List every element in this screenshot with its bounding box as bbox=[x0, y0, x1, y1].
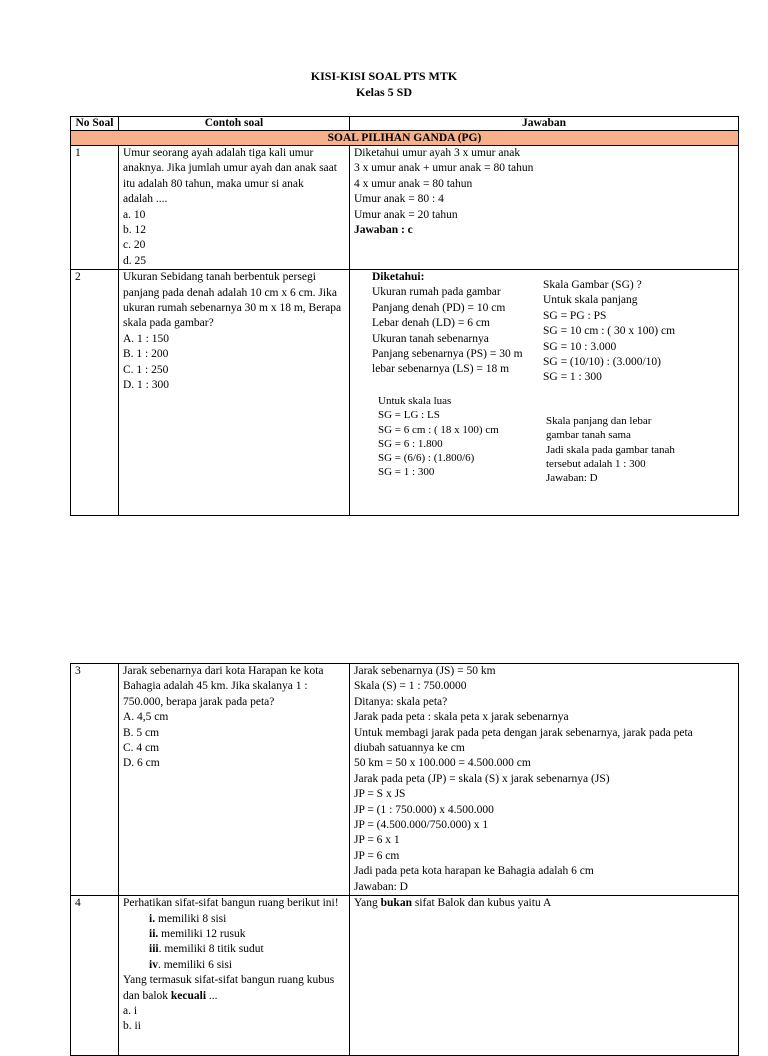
scale-line: Skala Gambar (SG) ? bbox=[543, 279, 642, 291]
section-title: SOAL PILIHAN GANDA (PG) bbox=[71, 131, 739, 146]
known-line: Lebar denah (LD) = 6 cm bbox=[372, 317, 490, 330]
area-scale-box bbox=[378, 394, 499, 480]
answer-emphasis: bukan bbox=[380, 897, 412, 910]
question-text bbox=[119, 664, 350, 896]
question-line: Umur seorang ayah adalah tiga kali umur bbox=[123, 147, 314, 159]
known-line: Ukuran tanah sebenarnya bbox=[372, 332, 489, 345]
header-jawaban: Jawaban bbox=[350, 117, 739, 131]
answer-line: 3 x umur anak + umur anak = 80 tahun bbox=[354, 162, 534, 175]
option-line: B. 5 cm bbox=[123, 726, 160, 739]
table-row-q4 bbox=[71, 896, 739, 1056]
option-line: c. 20 bbox=[123, 239, 146, 252]
scale-line: SG = 10 cm : ( 30 x 100) cm bbox=[543, 325, 676, 338]
document-title: KISI-KISI SOAL PTS MTK bbox=[310, 69, 458, 83]
option-line: B. 1 : 200 bbox=[123, 348, 169, 361]
answer-line: 4 x umur anak = 80 tahun bbox=[354, 177, 473, 190]
item-number: iii bbox=[149, 943, 159, 956]
question-line: Perhatikan sifat-sifat bangun ruang berikut ini! bbox=[123, 897, 339, 910]
option-line: C. 1 : 250 bbox=[123, 363, 169, 376]
document-subtitle: Kelas 5 SD bbox=[355, 85, 412, 99]
question-line: Bahagia adalah 45 km. Jika skalanya 1 : bbox=[123, 680, 308, 693]
scale-line: Untuk skala panjang bbox=[543, 294, 638, 307]
known-line: Panjang sebenarnya (PS) = 30 m bbox=[372, 348, 523, 361]
option-line: b. 12 bbox=[123, 224, 146, 237]
question-fragment: ... bbox=[206, 989, 218, 1002]
item-text: memiliki 12 rusuk bbox=[158, 927, 246, 940]
answer-line: Jadi pada peta kota harapan ke Bahagia adalah 6 cm bbox=[354, 865, 594, 878]
option-line: a. i bbox=[123, 1004, 138, 1017]
question-text bbox=[119, 270, 350, 516]
question-line: itu adalah 80 tahun, maka umur si anak bbox=[123, 177, 304, 190]
answer-line bbox=[354, 896, 734, 911]
scale-line: SG = 10 : 3.000 bbox=[543, 340, 617, 353]
answer-line: JP = 6 x 1 bbox=[354, 834, 400, 847]
table-header-row bbox=[71, 117, 739, 131]
option-line: A. 1 : 150 bbox=[123, 332, 169, 345]
answer-line: Jawaban: D bbox=[354, 880, 408, 893]
answer-text bbox=[350, 664, 739, 896]
known-line: Ukuran rumah pada gambar bbox=[372, 286, 501, 299]
question-fragment: dan balok bbox=[123, 989, 171, 1002]
conclusion-line: Jawaban: D bbox=[546, 472, 598, 485]
item-text: memiliki 8 sisi bbox=[155, 912, 227, 925]
question-line: Jarak sebenarnya dari kota Harapan ke kota bbox=[123, 665, 324, 677]
question-line: Ukuran Sebidang tanah berbentuk persegi bbox=[123, 271, 316, 284]
question-emphasis: kecuali bbox=[170, 989, 207, 1002]
scale-line: Untuk skala luas bbox=[378, 395, 452, 407]
question-line: panjang pada denah adalah 10 cm x 6 cm. Jika bbox=[123, 286, 337, 299]
answer-line: JP = S x JS bbox=[354, 788, 406, 801]
scale-line: SG = 6 : 1.800 bbox=[378, 437, 443, 450]
scale-line: SG = 1 : 300 bbox=[378, 466, 435, 479]
answer-line: diubah satuannya ke cm bbox=[354, 742, 465, 755]
scale-line: SG = 6 cm : ( 18 x 100) cm bbox=[378, 423, 499, 436]
table-row-q3 bbox=[71, 664, 739, 896]
option-line: a. 10 bbox=[123, 208, 146, 221]
item-number: iv bbox=[149, 958, 158, 971]
scale-line: SG = 1 : 300 bbox=[543, 371, 602, 384]
item-text: . memiliki 6 sisi bbox=[157, 958, 233, 971]
item-number: i. bbox=[149, 912, 156, 925]
question-line bbox=[123, 989, 345, 1004]
answer-line: JP = 6 cm bbox=[354, 849, 400, 862]
question-number: 3 bbox=[71, 664, 119, 896]
question-number: 2 bbox=[71, 270, 119, 516]
conclusion-line: Skala panjang dan lebar bbox=[546, 415, 652, 427]
answer-line: JP = (1 : 750.000) x 4.500.000 bbox=[354, 803, 494, 816]
header-contoh-soal: Contoh soal bbox=[119, 117, 350, 131]
answer-line: Jarak sebenarnya (JS) = 50 km bbox=[354, 665, 496, 677]
question-line: adalah .... bbox=[123, 193, 168, 206]
answer-text bbox=[350, 146, 739, 270]
answer-line: JP = (4.500.000/750.000) x 1 bbox=[354, 819, 489, 832]
final-answer: Jawaban : c bbox=[354, 224, 413, 237]
property-item bbox=[123, 942, 345, 957]
question-line: anaknya. Jika jumlah umur ayah dan anak saat bbox=[123, 162, 337, 175]
answer-line: Umur anak = 80 : 4 bbox=[354, 193, 444, 206]
option-line: D. 1 : 300 bbox=[123, 379, 169, 392]
question-text bbox=[119, 896, 350, 1056]
length-scale-box bbox=[543, 278, 675, 386]
answer-line: Ditanya: skala peta? bbox=[354, 695, 448, 708]
question-text bbox=[119, 146, 350, 270]
property-item bbox=[123, 912, 345, 927]
known-values-box bbox=[372, 270, 523, 378]
question-number: 1 bbox=[71, 146, 119, 270]
answer-line: Diketahui umur ayah 3 x umur anak bbox=[354, 147, 521, 159]
property-item bbox=[123, 958, 345, 973]
answer-text bbox=[350, 896, 739, 1056]
option-line: A. 4,5 cm bbox=[123, 711, 169, 724]
answer-line: Jarak pada peta : skala peta x jarak sebenarnya bbox=[354, 711, 569, 724]
option-line: b. ii bbox=[123, 1020, 141, 1033]
scale-line: SG = PG : PS bbox=[543, 309, 607, 322]
answer-line: Skala (S) = 1 : 750.0000 bbox=[354, 680, 467, 693]
question-line: Yang termasuk sifat-sifat bangun ruang kubus bbox=[123, 974, 335, 987]
option-line: D. 6 cm bbox=[123, 757, 160, 770]
question-line: 750.000, berapa jarak pada peta? bbox=[123, 695, 275, 708]
question-table-2 bbox=[70, 663, 739, 1056]
answer-line: Untuk membagi jarak pada peta dengan jarak sebenarnya, jarak pada peta bbox=[354, 726, 693, 739]
scale-line: SG = (10/10) : (3.000/10) bbox=[543, 356, 661, 369]
question-line: ukuran rumah sebenarnya 30 m x 18 m, Berapa bbox=[123, 302, 342, 315]
conclusion-box bbox=[546, 414, 675, 485]
question-number: 4 bbox=[71, 896, 119, 1056]
header-no-soal: No Soal bbox=[71, 117, 119, 131]
section-row bbox=[71, 131, 739, 146]
question-line: skala pada gambar? bbox=[123, 317, 214, 330]
option-line: d. 25 bbox=[123, 254, 146, 267]
answer-line: 50 km = 50 x 100.000 = 4.500.000 cm bbox=[354, 757, 531, 770]
answer-fragment: Yang bbox=[354, 897, 381, 910]
scale-line: SG = (6/6) : (1.800/6) bbox=[378, 452, 475, 465]
item-number: ii. bbox=[149, 927, 159, 940]
conclusion-line: tersebut adalah 1 : 300 bbox=[546, 457, 646, 470]
answer-line: Umur anak = 20 tahun bbox=[354, 208, 458, 221]
known-line: Panjang denah (PD) = 10 cm bbox=[372, 301, 506, 314]
known-line: lebar sebenarnya (LS) = 18 m bbox=[372, 363, 510, 376]
conclusion-line: gambar tanah sama bbox=[546, 429, 631, 442]
answer-fragment: sifat Balok dan kubus yaitu A bbox=[411, 897, 552, 910]
scale-line: SG = LG : LS bbox=[378, 409, 440, 422]
item-text: . memiliki 8 titik sudut bbox=[158, 943, 264, 956]
property-item bbox=[123, 927, 345, 942]
answer-line: Jarak pada peta (JP) = skala (S) x jarak sebenarnya (JS) bbox=[354, 772, 610, 785]
option-line: C. 4 cm bbox=[123, 742, 160, 755]
table-row-q1 bbox=[71, 146, 739, 270]
conclusion-line: Jadi skala pada gambar tanah bbox=[546, 443, 675, 456]
known-title: Diketahui: bbox=[372, 271, 425, 283]
